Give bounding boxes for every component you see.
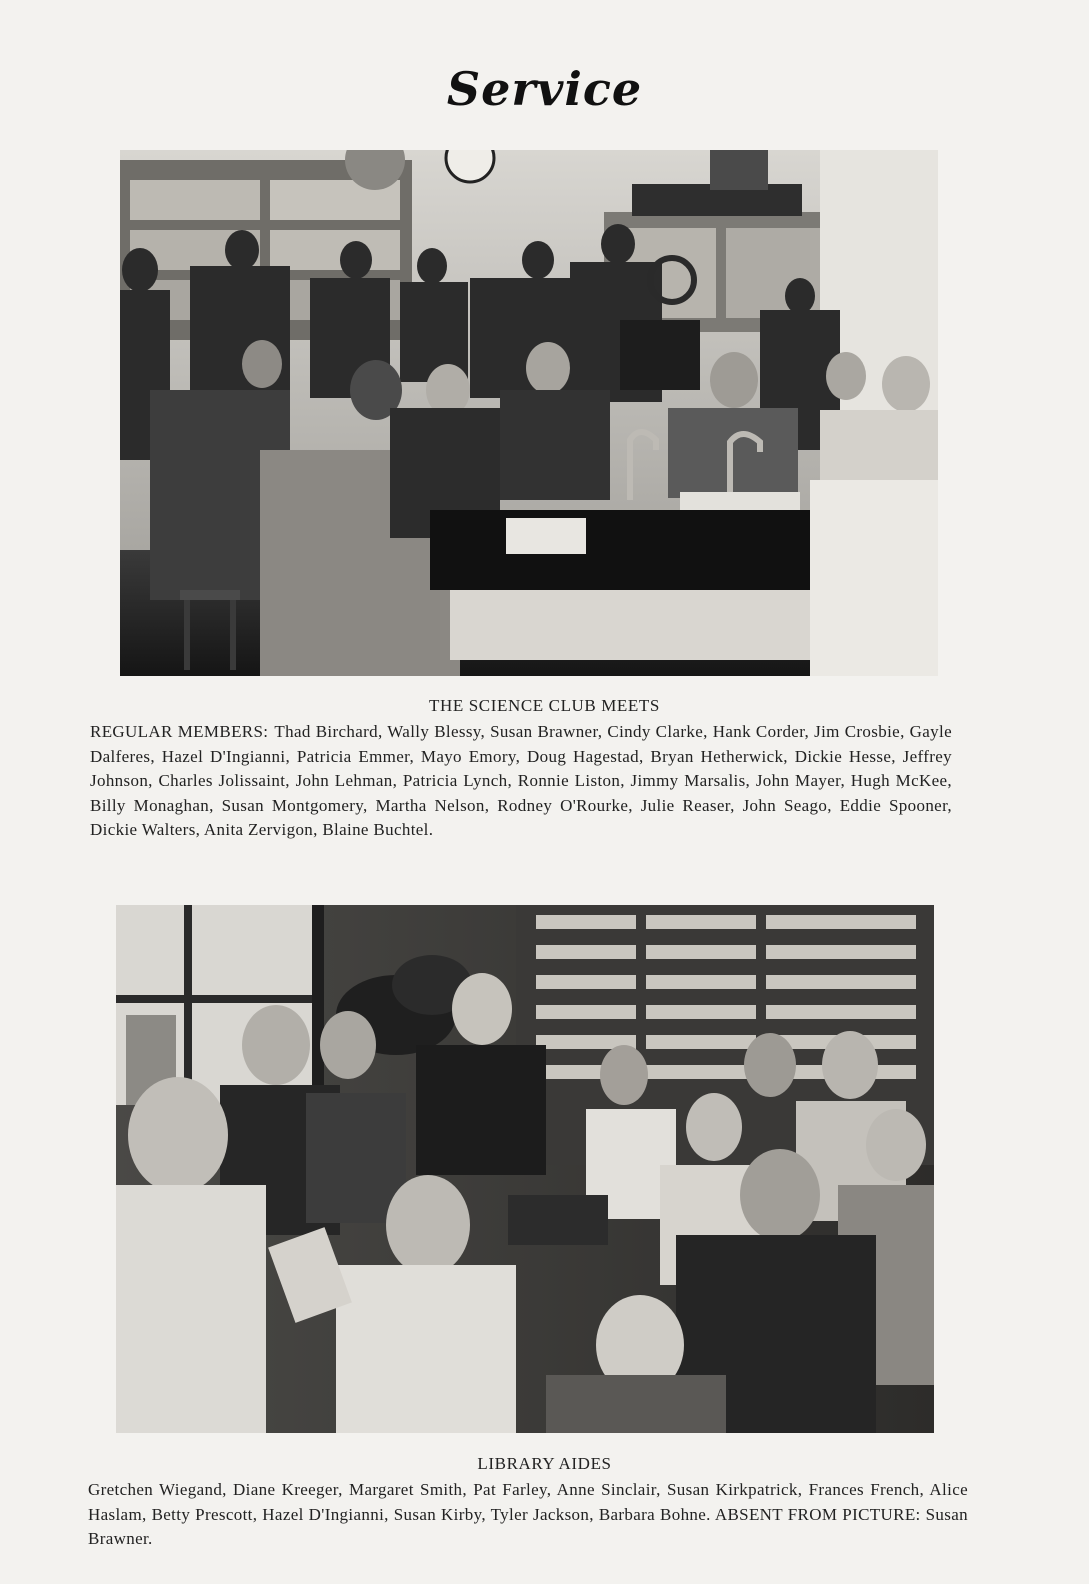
- science-club-photo: [120, 150, 938, 676]
- regular-members-label: REGULAR MEMBERS:: [90, 722, 269, 741]
- science-club-title: THE SCIENCE CLUB MEETS: [429, 696, 660, 715]
- page-heading: Service: [446, 62, 643, 116]
- science-club-members: [90, 720, 952, 843]
- library-aides-members: [88, 1478, 968, 1552]
- science-club-member-list: Thad Birchard, Wally Blessy, Susan Brawner, Cindy Clarke, Hank Corder, Jim Crosbie, Gayle Dalferes, Hazel D'Ingianni, Patricia Emmer, Mayo Emory, Doug Hagestad, Bryan Hetherwick, Dickie Hesse, Jeffrey Johnson, Charles Jolissaint, John Lehman, Patricia Lynch, Ronnie Liston, Jimmy Marsalis, John Mayer, Hugh McKee, Billy Monaghan, Susan Montgomery, Martha Nelson, Rodney O'Rourke, Julie Reaser, John Seago, Eddie Spooner, Dickie Walters, Anita Zervigon, Blaine Buchtel.: [90, 722, 953, 840]
- absent-label: ABSENT FROM PICTURE:: [714, 1504, 921, 1524]
- library-aides-member-list: Gretchen Wiegand, Diane Kreeger, Margaret Smith, Pat Farley, Anne Sinclair, Susan Kirkpatrick, Frances French, Alice Haslam, Betty Prescott, Hazel D'Ingianni, Susan Kirby, Tyler Jackson, Barbara Bohne.: [88, 1480, 968, 1524]
- library-aides-photo: [116, 905, 934, 1433]
- library-aides-title: LIBRARY AIDES: [477, 1454, 612, 1473]
- absent-names: Susan Brawner.: [88, 1504, 968, 1549]
